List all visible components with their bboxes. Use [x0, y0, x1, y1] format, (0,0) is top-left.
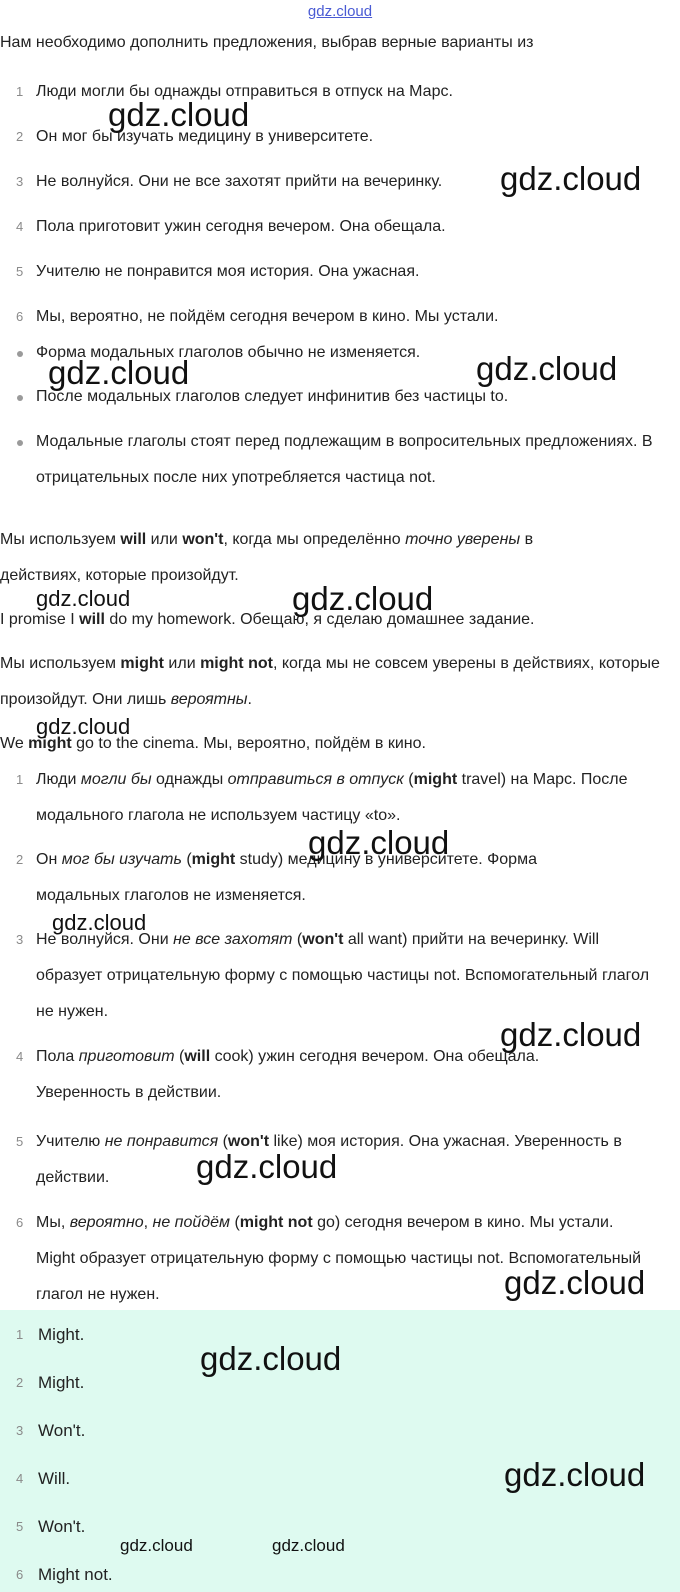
text: Мы,	[36, 1214, 70, 1231]
watermark: gdz.cloud	[272, 1536, 345, 1555]
emphasis: не понравится	[104, 1133, 219, 1150]
sentence-text: Пола приготовит ужин сегодня вечером. Она обещала.	[36, 218, 446, 235]
rule-text: После модальных глаголов следует инфинитив без частицы to.	[36, 388, 509, 405]
sentence-text: Мы, вероятно, не пойдём сегодня вечером в кино. Мы устали.	[36, 308, 499, 325]
bullet-icon	[17, 440, 23, 446]
explanation-text	[36, 922, 666, 1030]
text: .	[247, 691, 252, 708]
text: или	[146, 531, 183, 548]
text: Мы используем	[0, 655, 121, 672]
watermark: gdz.cloud	[196, 1148, 338, 1185]
text: в действиях, которые произойдут.	[0, 531, 534, 584]
emphasis: вероятно	[69, 1214, 144, 1231]
keyword: might	[120, 655, 164, 672]
item-number: 6	[16, 1215, 24, 1230]
keyword: won't	[227, 1133, 270, 1150]
keyword: won't	[182, 531, 224, 548]
answer-text: Will.	[38, 1469, 71, 1488]
text: go) сегодня вечером в кино. Мы устали. Might образует отрицательную форму с помощью частицы not. Вспомогательный глагол не нужен.	[36, 1214, 642, 1303]
watermark: gdz.cloud	[52, 910, 147, 935]
text: like) моя история. Она ужасная. Уверенность в действии.	[36, 1133, 622, 1186]
keyword: might	[191, 851, 236, 868]
text: go to the cinema. Мы, вероятно, пойдём в кино.	[71, 735, 426, 752]
answer-text: Won't.	[38, 1421, 86, 1440]
watermark: gdz.cloud	[36, 586, 131, 611]
watermark: gdz.cloud	[308, 824, 450, 861]
keyword: might	[28, 735, 72, 752]
emphasis: не пойдём	[152, 1214, 230, 1231]
text: Учителю	[36, 1133, 105, 1150]
text: study) медицину в университете. Форма модальных глаголов не изменяется.	[36, 851, 537, 904]
answer-text: Won't.	[38, 1517, 86, 1536]
item-number: 6	[16, 309, 24, 324]
text: (	[292, 931, 303, 948]
keyword: will	[184, 1048, 211, 1065]
item-number: 4	[16, 219, 24, 234]
keyword: might	[413, 771, 458, 788]
text: (	[174, 1048, 185, 1065]
watermark: gdz.cloud	[120, 1536, 193, 1555]
sentence-text: Учителю не понравится моя история. Она ужасная.	[36, 263, 420, 280]
text: I promise I	[0, 611, 80, 628]
rule-text: Модальные глаголы стоят перед подлежащим в вопросительных предложениях. В отрицательных после них употребляется частица not.	[36, 433, 653, 486]
emphasis: могли бы	[80, 771, 152, 788]
watermark: gdz.cloud	[48, 354, 190, 391]
answer-text: Might.	[38, 1373, 85, 1392]
text: Он	[36, 851, 62, 868]
item-number: 2	[16, 852, 24, 867]
item-number: 4	[16, 1049, 24, 1064]
emphasis: не все захотят	[173, 931, 293, 948]
watermark: gdz.cloud	[500, 160, 642, 197]
task-intro: Нам необходимо дополнить предложения, выбрав верные варианты из	[0, 34, 534, 51]
keyword: might not	[200, 655, 273, 672]
text: (	[181, 851, 192, 868]
answer-number: 3	[16, 1423, 24, 1438]
text: ,	[143, 1214, 153, 1231]
emphasis: точно уверены	[405, 531, 521, 548]
text: travel) на Марс. После модального глагола не используем частицу «to».	[36, 771, 628, 824]
item-number: 2	[16, 129, 24, 144]
item-number: 5	[16, 264, 24, 279]
might-rule	[0, 646, 680, 718]
sentence-text: Люди могли бы однажды отправиться в отпуск на Марс.	[36, 83, 453, 100]
watermark: gdz.cloud	[36, 714, 131, 739]
text: do my homework. Обещаю, я сделаю домашнее задание.	[104, 611, 535, 628]
text: (	[403, 771, 414, 788]
watermark: gdz.cloud	[476, 350, 618, 387]
text: Не волнуйся. Они	[36, 931, 174, 948]
site-link[interactable]: gdz.cloud	[307, 3, 373, 20]
answer-number: 5	[16, 1519, 24, 1534]
text: all want) прийти на вечеринку. Will образует отрицательную форму с помощью частицы not. Вспомогательный глагол не нужен.	[36, 931, 650, 1020]
watermark: gdz.cloud	[504, 1264, 646, 1301]
text: или	[163, 655, 201, 672]
bullet-icon	[17, 395, 23, 401]
answer-number: 6	[16, 1567, 24, 1582]
watermark: gdz.cloud	[200, 1340, 342, 1377]
item-number: 3	[16, 932, 24, 947]
emphasis: отправиться в отпуск	[227, 771, 404, 788]
item-number: 3	[16, 174, 24, 189]
answer-text: Might not.	[38, 1565, 113, 1584]
item-number: 1	[16, 84, 24, 99]
item-number: 5	[16, 1134, 24, 1149]
keyword: will	[79, 611, 105, 628]
keyword: won't	[302, 931, 344, 948]
answer-text: Might.	[38, 1325, 85, 1344]
text: , когда мы определённо	[223, 531, 406, 548]
watermark: gdz.cloud	[504, 1456, 646, 1493]
text: (	[218, 1133, 228, 1150]
sentence-text: Он мог бы изучать медицину в университете.	[36, 128, 374, 145]
watermark: gdz.cloud	[500, 1016, 642, 1053]
emphasis: приготовит	[78, 1048, 175, 1065]
answer-number: 2	[16, 1375, 24, 1390]
answer-number: 4	[16, 1471, 24, 1486]
text: , когда мы не совсем уверены в действиях, которые произойдут. Они лишь	[0, 655, 660, 708]
text: cook) ужин сегодня вечером. Она обещала. Уверенность в действии.	[36, 1048, 540, 1101]
keyword: might not	[239, 1214, 313, 1231]
explanation-text	[36, 1124, 680, 1196]
watermark: gdz.cloud	[108, 96, 250, 133]
item-number: 1	[16, 772, 24, 787]
emphasis: мог бы изучать	[61, 851, 182, 868]
rule-text: Форма модальных глаголов обычно не изменяется.	[36, 344, 421, 361]
text: Мы используем	[0, 531, 121, 548]
text: We	[0, 735, 29, 752]
answer-number: 1	[16, 1327, 24, 1342]
text: однажды	[151, 771, 228, 788]
text: Пола	[36, 1048, 79, 1065]
keyword: will	[120, 531, 147, 548]
text: (	[230, 1214, 240, 1231]
bullet-icon	[17, 351, 23, 357]
watermark: gdz.cloud	[292, 580, 434, 617]
emphasis: вероятны	[170, 691, 248, 708]
text: Люди	[36, 771, 81, 788]
sentence-text: Не волнуйся. Они не все захотят прийти на вечеринку.	[36, 173, 443, 190]
